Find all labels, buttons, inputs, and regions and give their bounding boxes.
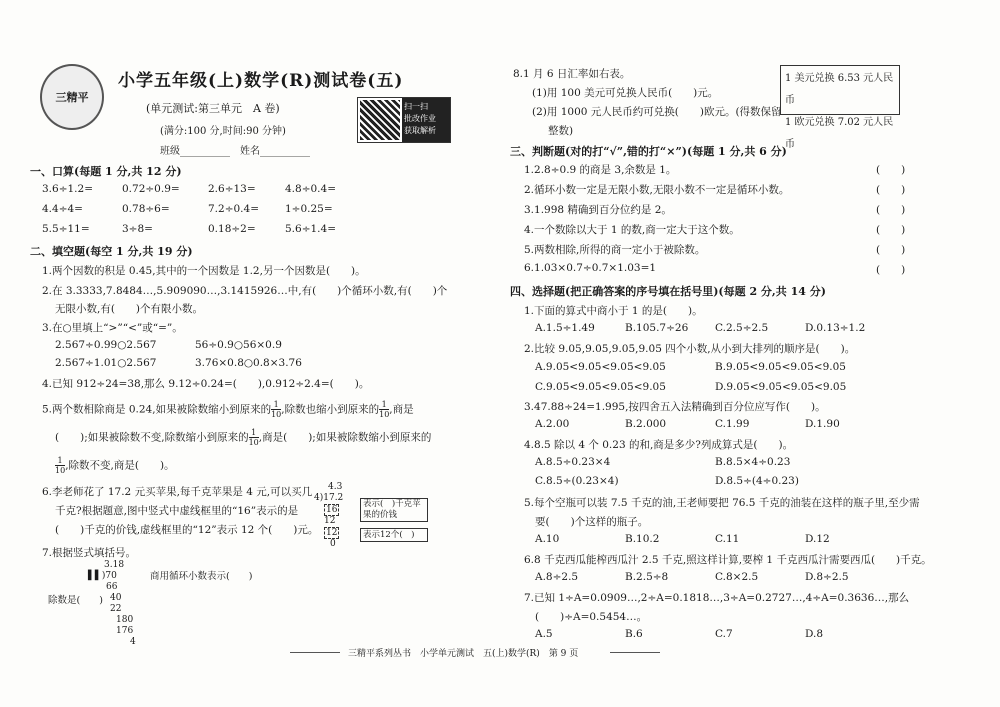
choice-question-6: 6.8 千克西瓜能榨西瓜汁 2.5 千克,照这样计算,要榨 1 千克西瓜汁需要西瓜( )千克。 <box>524 554 932 566</box>
fill-question-5: 5.两个数相除商是 0.24,如果被除数缩小到原来的 $\frac{1}{10}$ ,除数也缩小到原来的 $\frac{1}{10}$ ,商是 <box>42 400 414 419</box>
choice-option[interactable]: D.0.13÷1.2 <box>805 322 866 334</box>
choice-option[interactable]: D.9.05<9.0̇5̇<9.05̇<9.0̇5 <box>715 381 847 393</box>
answer-blank[interactable]: ( ) <box>876 164 906 176</box>
calc-item: 3÷8= <box>122 223 153 235</box>
section-3-heading: 三、判断题(对的打“√”,错的打“×”)(每题 1 分,共 6 分) <box>510 145 787 158</box>
answer-blank[interactable]: ( ) <box>876 204 906 216</box>
answer-blank[interactable]: ( ) <box>876 244 906 256</box>
annotation-box: 表示12个( ) <box>360 528 428 542</box>
q7-divisor-label: 除数是( ) <box>48 595 103 606</box>
choice-option[interactable]: C.2.5÷2.5 <box>715 322 769 334</box>
choice-option[interactable]: A.10 <box>535 533 560 545</box>
calc-item: 3.6÷1.2= <box>42 183 93 195</box>
qr-code-icon <box>360 100 400 140</box>
fill-question-6: 6.李老师花了 17.2 元买苹果,每千克苹果是 4 元,可以买几 <box>42 486 313 498</box>
exam-scoring: (满分:100 分,时间:90 分钟) <box>160 126 286 137</box>
judge-item: 1.2.8÷0.9 的商是 3,余数是 1。 <box>524 164 677 176</box>
calc-item: 2.6÷13= <box>208 183 256 195</box>
rate-row: 1 美元兑换 6.53 元人民币 <box>785 73 894 106</box>
choice-question-7-cont: ( )÷A=0.5454…。 <box>535 611 648 623</box>
choice-question-2: 2.比较 9.05,9.0̇5,9.05̇,9.0̇5̇ 四个小数,从小到大排列的顺序是( )。 <box>524 343 856 355</box>
question-8a: (1)用 100 美元可兑换人民币( )元。 <box>532 87 719 99</box>
choice-option[interactable]: C.9.05<9.0̇5̇<9.0̇5<9.05̇ <box>535 381 666 393</box>
calc-item: 5.5÷11= <box>42 223 90 235</box>
fill-question-4: 4.已知 912÷24=38,那么 9.12÷0.24=( ),0.912÷2.4=( )。 <box>42 378 370 390</box>
student-info: 班级__________ 姓名__________ <box>160 146 310 157</box>
choice-option[interactable]: C.11 <box>715 533 740 545</box>
calc-item: 0.18÷2= <box>208 223 256 235</box>
fill-question-3: 3.在○里填上“>”“<”或“=”。 <box>42 322 183 334</box>
fraction: $\frac{1}{10}$ <box>55 456 66 475</box>
qr-caption: 扫一扫 批改作业 获取解析 <box>402 98 450 142</box>
fill-question-1: 1.两个因数的积是 0.45,其中的一个因数是 1.2,另一个因数是( )。 <box>42 265 366 277</box>
choice-option[interactable]: B.10.2 <box>625 533 660 545</box>
choice-option[interactable]: A.9.05<9.0̇5<9.05̇<9.0̇5̇ <box>535 361 666 373</box>
choice-option[interactable]: B.6 <box>625 628 643 640</box>
fill-question-6-cont: 千克?根据题意,图中竖式中虚线框里的“16”表示的是 <box>55 505 299 517</box>
exam-subtitle: (单元测试:第三单元 A 卷) <box>146 102 280 115</box>
judge-item: 2.循环小数一定是无限小数,无限小数不一定是循环小数。 <box>524 184 790 196</box>
choice-option[interactable]: A.8.5÷0.23×4 <box>535 456 611 468</box>
judge-item: 3.1.998 精确到百分位约是 2。 <box>524 204 672 216</box>
choice-option[interactable]: C.8×2.5 <box>715 571 759 583</box>
answer-blank[interactable]: ( ) <box>876 264 906 276</box>
judge-item: 4.一个数除以大于 1 的数,商一定大于这个数。 <box>524 224 740 236</box>
choice-option[interactable]: A.2.00 <box>535 418 570 430</box>
fraction: $\frac{1}{10}$ <box>271 400 282 419</box>
choice-option[interactable]: A.1.5÷1.49 <box>535 322 595 334</box>
compare-item: 56÷0.9○56×0.9 <box>195 339 282 351</box>
fraction: $\frac{1}{10}$ <box>379 400 390 419</box>
compare-item: 3.76×0.8○0.8×3.76 <box>195 357 302 369</box>
rate-row: 1 欧元兑换 7.02 元人民币 <box>785 117 894 150</box>
calc-item: 7.2÷0.4= <box>208 203 259 215</box>
exam-title: 小学五年级(上)数学(R)测试卷(五) <box>118 71 404 91</box>
question-8b-cont: 整数) <box>548 125 574 137</box>
choice-question-5-cont: 要( )个这样的瓶子。 <box>535 516 649 528</box>
section-2-heading: 二、填空题(每空 1 分,共 19 分) <box>30 245 193 258</box>
q7-quotient-label: 商用循环小数表示( ) <box>150 571 253 582</box>
calc-item: 1÷0.25= <box>285 203 333 215</box>
section-4-heading: 四、选择题(把正确答案的序号填在括号里)(每题 2 分,共 14 分) <box>510 285 826 298</box>
publisher-logo: 三精平 <box>40 64 104 130</box>
choice-option[interactable]: B.8.5×4÷0.23 <box>715 456 791 468</box>
choice-option[interactable]: C.7 <box>715 628 733 640</box>
judge-item: 6.1.03×0.7÷0.7×1.03=1 <box>524 262 657 274</box>
fill-question-6-end: ( )千克的价钱,虚线框里的“12”表示 12 个( )元。 <box>55 524 319 536</box>
choice-option[interactable]: B.2.000 <box>625 418 667 430</box>
exchange-rate-table <box>780 65 900 150</box>
choice-question-1: 1.下面的算式中商小于 1 的是( )。 <box>524 305 703 317</box>
choice-option[interactable]: D.8.5÷(4÷0.23) <box>715 475 799 487</box>
choice-question-4: 4.8.5 除以 4 个 0.23 的和,商是多少?列成算式是( )。 <box>524 439 794 451</box>
calc-item: 0.78÷6= <box>122 203 170 215</box>
answer-blank[interactable]: ( ) <box>876 184 906 196</box>
compare-item: 2.567÷0.99○2.567 <box>55 339 157 351</box>
answer-blank[interactable]: ( ) <box>876 224 906 236</box>
calc-item: 5.6÷1.4= <box>285 223 336 235</box>
footer-ornament <box>610 652 660 653</box>
fill-question-5-end: $\frac{1}{10}$ ,除数不变,商是( )。 <box>55 456 175 475</box>
choice-option[interactable]: D.8÷2.5 <box>805 571 849 583</box>
calc-item: 0.72÷0.9= <box>122 183 180 195</box>
fill-question-5-cont: ( );如果被除数不变,除数缩小到原来的 $\frac{1}{10}$ ,商是( );如果被除数缩小到原来的 <box>55 428 432 447</box>
choice-option[interactable]: D.12 <box>805 533 830 545</box>
choice-question-7: 7.已知 1÷A=0.0909…,2÷A=0.1818…,3÷A=0.2727…,4÷A=0.3636…,那么 <box>524 592 910 604</box>
fill-question-7: 7.根据竖式填括号。 <box>42 547 137 559</box>
exam-page: 三精平 小学五年级(上)数学(R)测试卷(五) (单元测试:第三单元 A 卷) (满分:100 分,时间:90 分钟) 班级__________ 姓名__________ 扫一扫 批改作业 获取解析 一、口算(每题 1 分,共 12 分) 3.6÷1.2= 0.72÷0.9= 2.6÷13= 4.8÷0.4= 4.4÷4= 0.78÷6= 7.2÷0.4= 1÷0.25= 5.5÷11= 3÷8= 0.18÷2= 5.6÷1.4= 二、填空题(每空 1 分,共 19 分) 1.两个因数的积是 0.45,其中的一个因数是 1.2,另一个因数是( )。 2.在 3.3333,7.8484…,5.909090…,3.1415926…中,有( )个循环小数,有( )个 无限小数,有( )个有限小数。 3.在○里填上“>”“<”或“=”。 2.567÷0.99○2.567 56÷0.9○56×0.9 2.567÷1.01○2.567 3.76×0.8○0.8×3.76 4.已知 912÷24=38,那么 9.12÷0.24=( ),0.912÷2.4=( )。 5.两个数相除商是 0.24,如果被除数缩小到原来的 $\frac{1}{10}$ ,除数也缩小到原来的 $\frac{1}{10}$ ,商是 ( );如果被除数不变,除数缩小到原来的 $\frac{1}{10}$ ,商是( );如果被除数缩小到原来的 $\frac{1}{10}$ ,除数不变,商是( )。 6.李老师花了 17.2 元买苹果,每千克苹果是 4 元,可以买几 千克?根据题意,图中竖式中虚线框里的“16”表示的是 ( )千克的价钱,虚线框里的“12”表示 12 个( )元。 4.3 4)17.2 16 12 12 0 表示( )千克苹果的价钱 表示12个( ) 7.根据竖式填括号。 3.18 ▌▌)70 66 40 22 180 176 4 商用循环小数表示( ) 除数是( ) 8.1 月 6 日汇率如右表。 (1)用 100 美元可兑换人民币( )元。 (2)用 1000 元人民币约可兑换( )欧元。(得数保留 整数) 1 美元兑换 6.53 元人民币 1 欧元兑换 7.02 元人民币 三、判断题(对的打“√”,错的打“×”)(每题 1 分,共 6 分) 1.2.8÷0.9 的商是 3,余数是 1。 2.循环小数一定是无限小数,无限小数不一定是循环小数。 3.1.998 精确到百分位约是 2。 4.一个数除以大于 1 的数,商一定大于这个数。 5.两数相除,所得的商一定小于被除数。 6.1.03×0.7÷0.7×1.03=1 ( ) ( ) ( ) ( ) ( ) ( ) 四、选择题(把正确答案的序号填在括号里)(每题 2 分,共 14 分) 1.下面的算式中商小于 1 的是( )。 A.1.5÷1.49 B.105.7÷26 C.2.5÷2.5 D.0.13÷1.2 2.比较 9.05,9.0̇5,9.05̇,9.0̇5̇ 四个小数,从小到大排列的顺序是( )。 A.9.05<9.0̇5<9.05̇<9.0̇5̇ B.9.05<9.05̇<9.0̇5<9.0̇5̇ C.9.05<9.0̇5̇<9.0̇5<9.05̇ D.9.05<9.0̇5̇<9.05̇<9.0̇5 3.47.88÷24=1.995,按四舍五入法精确到百分位应写作( )。 A.2.00 B.2.000 C.1.99 D.1.90 4.8.5 除以 4 个 0.23 的和,商是多少?列成算式是( )。 A.8.5÷0.23×4 B.8.5×4÷0.23 C.8.5÷(0.23×4) D.8.5÷(4÷0.23) 5.每个空瓶可以装 7.5 千克的油,王老师要把 76.5 千克的油装在这样的瓶子里,至少需 要( )个这样的瓶子。 A.10 B.10.2 C.11 D.12 6.8 千克西瓜能榨西瓜汁 2.5 千克,照这样计算,要榨 1 千克西瓜汁需要西瓜( )千克。 A.8÷2.5 B.2.5÷8 C.8×2.5 D.8÷2.5 7.已知 1÷A=0.0909…,2÷A=0.1818…,3÷A=0.2727…,4÷A=0.3636…,那么 ( )÷A=0.5454…。 A.5 B.6 C.7 D.8 三精平系列丛书 小学单元测试 五(上)数学(R) 第 9 页 <box>0 0 1000 707</box>
page-footer: 三精平系列丛书 小学单元测试 五(上)数学(R) 第 9 页 <box>348 649 579 659</box>
question-8b: (2)用 1000 元人民币约可兑换( )欧元。(得数保留 <box>532 106 782 118</box>
calc-item: 4.4÷4= <box>42 203 83 215</box>
annotation-box: 表示( )千克苹果的价钱 <box>360 498 428 522</box>
choice-option[interactable]: B.2.5÷8 <box>625 571 669 583</box>
choice-option[interactable]: B.105.7÷26 <box>625 322 689 334</box>
choice-option[interactable]: B.9.05<9.05̇<9.0̇5<9.0̇5̇ <box>715 361 846 373</box>
choice-option[interactable]: D.1.90 <box>805 418 840 430</box>
fill-question-2: 2.在 3.3333,7.8484…,5.909090…,3.1415926…中,有( )个循环小数,有( )个 <box>42 285 448 297</box>
footer-ornament <box>290 652 340 653</box>
calc-item: 4.8÷0.4= <box>285 183 336 195</box>
choice-option[interactable]: D.8 <box>805 628 824 640</box>
choice-question-5: 5.每个空瓶可以装 7.5 千克的油,王老师要把 76.5 千克的油装在这样的瓶子里,至少需 <box>524 497 920 509</box>
choice-option[interactable]: A.5 <box>535 628 553 640</box>
choice-option[interactable]: A.8÷2.5 <box>535 571 579 583</box>
qr-code[interactable] <box>357 97 451 143</box>
fraction: $\frac{1}{10}$ <box>248 428 259 447</box>
choice-option[interactable]: C.1.99 <box>715 418 750 430</box>
choice-question-3: 3.47.88÷24=1.995,按四舍五入法精确到百分位应写作( )。 <box>524 401 826 413</box>
choice-option[interactable]: C.8.5÷(0.23×4) <box>535 475 619 487</box>
section-1-heading: 一、口算(每题 1 分,共 12 分) <box>30 165 182 178</box>
judge-item: 5.两数相除,所得的商一定小于被除数。 <box>524 244 706 256</box>
question-8-stem: 8.1 月 6 日汇率如右表。 <box>513 68 631 80</box>
compare-item: 2.567÷1.01○2.567 <box>55 357 157 369</box>
fill-question-2-cont: 无限小数,有( )个有限小数。 <box>55 303 204 315</box>
